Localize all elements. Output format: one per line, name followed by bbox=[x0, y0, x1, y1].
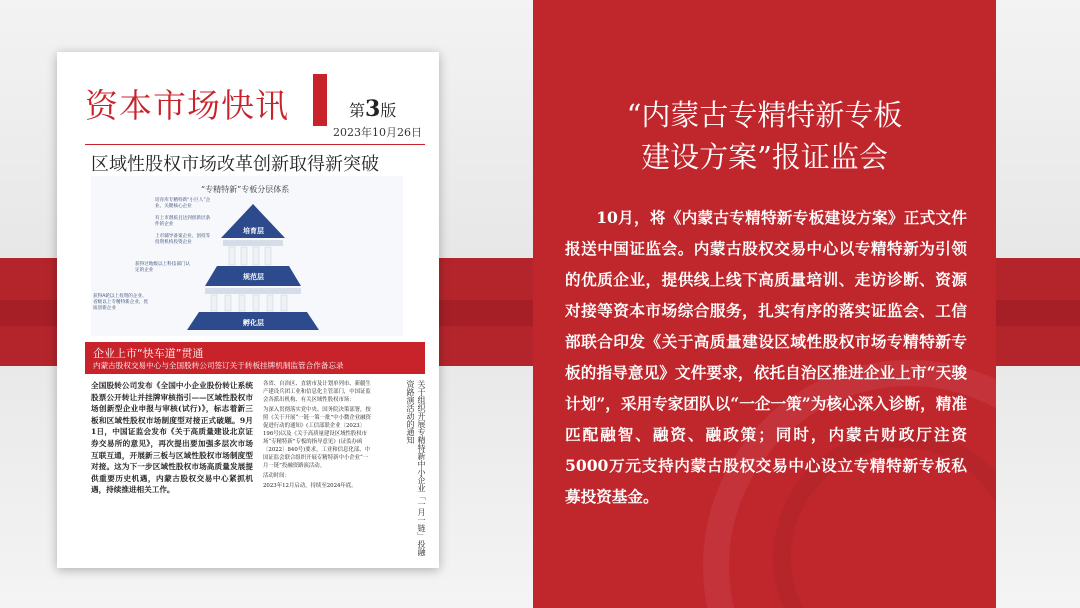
masthead-accent-bar bbox=[313, 74, 327, 126]
diagram-note: 有上市潜质且达到创新层条件的企业 bbox=[155, 216, 211, 227]
notice-paragraph: 为深入贯彻落实党中央、国务院决策部署，按照《关于开展“一链一策一批”中小微企业融资促进行动的通知》(工信部联企业〔2023〕196号)以及《关于高质量建设区域性股权市场“专精特新”专板的指导意见》(证监办函〔2022〕840号)要求，工业和信息化部、中国证监会联合组织开展专精特新中小企业“一月一链”投融资路演活动。 bbox=[263, 407, 371, 469]
section-subtitle: 内蒙古股权交易中心与全国股转公司签订关于转板挂牌机制监管合作备忘录 bbox=[93, 361, 344, 370]
section-title: 企业上市“快车道”贯通 bbox=[93, 347, 204, 360]
headline-divider bbox=[85, 144, 425, 145]
newspaper-page bbox=[57, 52, 439, 568]
panel-title-line: 建设方案”报证监会 bbox=[641, 140, 888, 174]
diagram-note: 获得过地级以上科技部门认定的企业 bbox=[135, 262, 191, 273]
edition-label: 第3版 bbox=[349, 96, 397, 122]
notice-paragraph: 各省、自治区、直辖市及计划单列市、新疆生产建设兵团工业和信息化主管部门，中国证监会各派出机构、有关区域性股权市场： bbox=[263, 381, 371, 403]
panel-title bbox=[563, 94, 966, 178]
tier-label-middle: 规范层 bbox=[243, 273, 264, 281]
panel-title-line: “内蒙古专精特新专板 bbox=[626, 98, 903, 132]
red-content-panel bbox=[533, 0, 996, 608]
panel-body: 10月，将《内蒙古专精特新专板建设方案》正式文件报送中国证监会。内蒙古股权交易中心以专精特新为引领的优质企业，提供线上线下高质量培训、走访诊断、资源对接等资本市场综合服务，扎实有序的落实证监会、工信部联合印发《关于高质量建设区域性股权市场专精特新专板的指导意见》文件要求，依托自治区推进企业上市“天骏计划”，采用专家团队以“一企一策”为核心深入诊断，精准匹配融智、融资、融政策；同时，内蒙古财政厅注资5000万元支持内蒙古股权交易中心设立专精特新专板私募投资基金。 bbox=[565, 208, 967, 506]
activity-time: 2023年12月启动，持续至2024年底。 bbox=[263, 483, 357, 489]
diagram-title: “专精特新”专板分层体系 bbox=[201, 185, 290, 194]
masthead: 资本市场快讯 bbox=[85, 86, 289, 125]
headline: 区域性股权市场改革创新取得新突破 bbox=[91, 154, 379, 175]
pyramid-graphic bbox=[183, 200, 323, 332]
notice-vertical-title: 关于组织开展专精特新中小企业「一月一链」投融资路演活动的通知 bbox=[406, 380, 426, 556]
tier-label-bottom: 孵化层 bbox=[243, 319, 264, 327]
article-column-1: 全国股转公司发布《全国中小企业股份转让系统股票公开转让并挂牌审核指引——区域性股权市场创新型企业申报与审核(试行)》，标志着新三板和区域性股权市场制度型对接正式破题。9月1日，中国证监会发布《关于高质量建设北京证券交易所的意见》，再次提出要加强多层次市场互联互通，开展新三板与区域性股权市场制度型对接。这为下一步区域性股权市场高质量发展提供重要历史机遇，内蒙古股权交易中心紧抓机遇，持续推进相关工作。 bbox=[91, 381, 253, 495]
diagram-note: 培育库专精特新“小巨人”企业、关键核心企业 bbox=[155, 198, 211, 209]
tier-label-top: 培育层 bbox=[243, 227, 264, 235]
issue-date: 2023年10月26日 bbox=[333, 126, 422, 139]
tier-diagram bbox=[91, 176, 403, 336]
activity-time-label: 活动时间： bbox=[263, 473, 290, 479]
diagram-note: 获得A轮以上投资的企业、省级以上专精特新企业，优质创新企业 bbox=[93, 294, 149, 311]
article-column-2 bbox=[263, 380, 373, 492]
diagram-note: 上市辅导备案企业、创投等投资机构投资企业 bbox=[155, 234, 211, 245]
